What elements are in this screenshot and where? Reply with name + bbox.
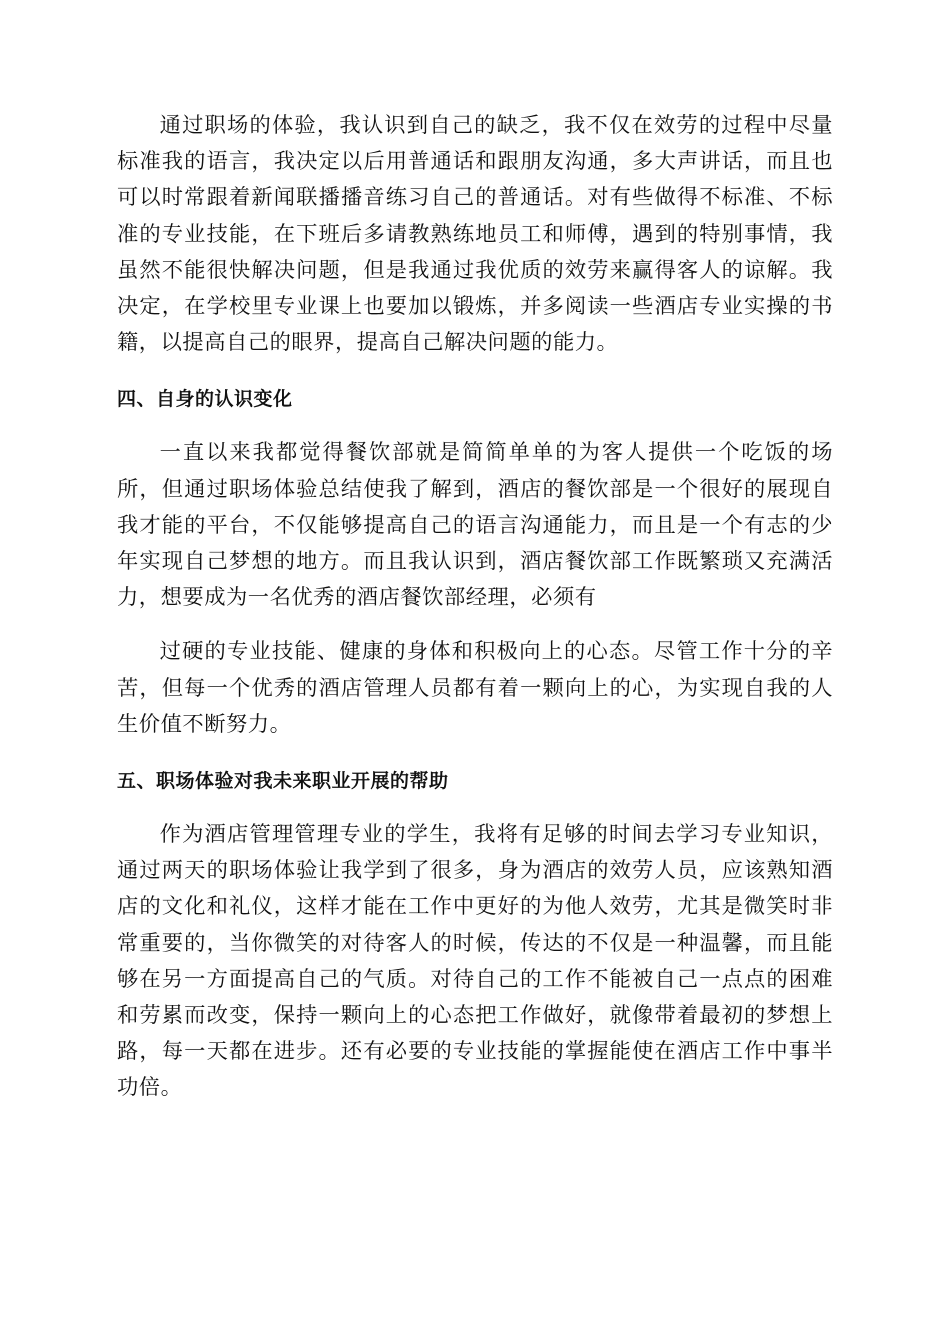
- body-paragraph: 作为酒店管理管理专业的学生，我将有足够的时间去学习专业知识，通过两天的职场体验让我学到了很多，身为酒店的效劳人员，应该熟知酒店的文化和礼仪，这样才能在工作中更好的为他人效劳，尤其是微笑时非常重要的，当你微笑的对待客人的时候，传达的不仅是一种温馨，而且能够在另一方面提高自己的气质。对待自己的工作不能被自己一点点的困难和劳累而改变，保持一颗向上的心态把工作做好，就像带着最初的梦想上路，每一天都在进步。还有必要的专业技能的掌握能使在酒店工作中事半功倍。: [117, 822, 833, 1101]
- body-paragraph: 通过职场的体验，我认识到自己的缺乏，我不仅在效劳的过程中尽量标准我的语言，我决定以后用普通话和跟朋友沟通，多大声讲话，而且也可以时常跟着新闻联播播音练习自己的普通话。对有些做得不标准、不标准的专业技能，在下班后多请教熟练地员工和师傅，遇到的特别事情，我虽然不能很快解决问题，但是我通过我优质的效劳来赢得客人的谅解。我决定，在学校里专业课上也要加以锻炼，并多阅读一些酒店专业实操的书籍，以提高自己的眼界，提高自己解决问题的能力。: [117, 113, 833, 356]
- section-heading: 五、职场体验对我未来职业开展的帮助: [117, 770, 449, 793]
- section-heading: 四、自身的认识变化: [117, 388, 293, 411]
- body-paragraph: 过硬的专业技能、健康的身体和积极向上的心态。尽管工作十分的辛苦，但每一个优秀的酒店管理人员都有着一颗向上的心，为实现自我的人生价值不断努力。: [117, 639, 833, 737]
- body-paragraph: 一直以来我都觉得餐饮部就是简简单单的为客人提供一个吃饭的场所，但通过职场体验总结使我了解到，酒店的餐饮部是一个很好的展现自我才能的平台，不仅能够提高自己的语言沟通能力，而且是一个有志的少年实现自己梦想的地方。而且我认识到，酒店餐饮部工作既繁琐又充满活力，想要成为一名优秀的酒店餐饮部经理，必须有: [117, 440, 833, 611]
- document-page: [117, 108, 833, 1107]
